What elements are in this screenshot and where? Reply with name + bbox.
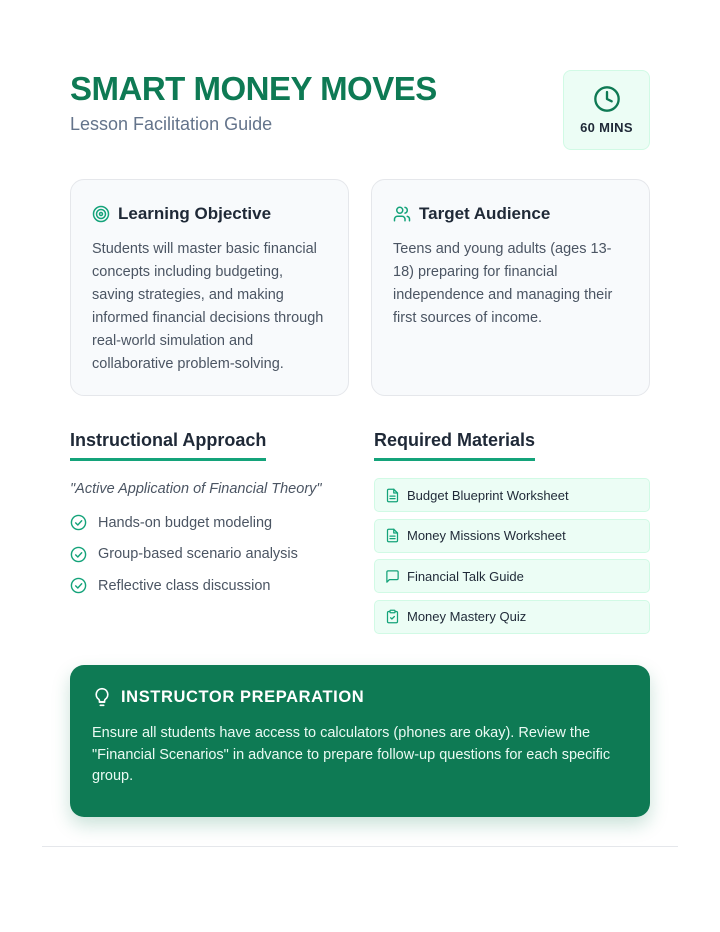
required-materials-title: Required Materials (374, 430, 535, 461)
duration-badge (563, 70, 650, 150)
material-label: Financial Talk Guide (407, 568, 524, 584)
target-icon (92, 205, 110, 223)
learning-objective-card (70, 179, 349, 396)
clock-icon (593, 85, 621, 113)
material-label: Money Missions Worksheet (407, 528, 566, 543)
target-audience-title: Target Audience (419, 204, 551, 223)
instructor-preparation-panel (70, 665, 650, 817)
chat-icon (385, 569, 400, 584)
users-icon (393, 205, 411, 223)
approach-item-label: Reflective class discussion (98, 577, 271, 594)
document-icon (385, 528, 400, 543)
duration-label: 60 MINS (580, 120, 633, 135)
material-money-missions[interactable] (374, 519, 650, 553)
material-budget-blueprint[interactable] (374, 478, 650, 512)
lightbulb-icon (92, 687, 112, 707)
material-financial-talk-guide[interactable] (374, 559, 650, 593)
material-label: Money Mastery Quiz (407, 609, 527, 624)
learning-objective-title: Learning Objective (118, 204, 272, 223)
learning-objective-text: Students will master basic financial concepts including budgeting, saving strategies, and making informed financial decisions through real-world simulation and collaborative problem-solving. (92, 241, 324, 372)
material-money-mastery-quiz[interactable] (374, 600, 650, 634)
page-subtitle: Lesson Facilitation Guide (70, 114, 273, 134)
header (70, 70, 650, 150)
check-circle-icon (70, 514, 87, 531)
approach-list (70, 507, 350, 602)
material-label: Budget Blueprint Worksheet (407, 487, 569, 503)
approach-item-label: Group-based scenario analysis (98, 546, 298, 563)
required-materials-section (374, 430, 650, 640)
target-audience-text: Teens and young adults (ages 13-18) preparing for financial independence and managing their first sources of income. (393, 241, 613, 326)
approach-item-label: Hands-on budget modeling (98, 514, 273, 531)
page-title: SMART MONEY MOVES (70, 70, 437, 107)
instructional-approach-section (70, 430, 350, 602)
document-icon (385, 488, 400, 503)
list-item (70, 539, 350, 571)
instructional-approach-title: Instructional Approach (70, 430, 266, 461)
approach-quote: "Active Application of Financial Theory" (70, 481, 322, 497)
list-item (70, 570, 350, 602)
materials-list (374, 478, 650, 634)
footer-divider (42, 846, 678, 847)
check-circle-icon (70, 577, 87, 594)
instructor-preparation-title: INSTRUCTOR PREPARATION (121, 687, 365, 706)
instructor-preparation-text: Ensure all students have access to calculators (phones are okay). Review the "Financial Scenarios" in advance to prepare follow-up questions for each specific group. (92, 725, 611, 784)
check-circle-icon (70, 546, 87, 563)
list-item (70, 507, 350, 539)
target-audience-card (371, 179, 650, 396)
clipboard-check-icon (385, 609, 400, 624)
